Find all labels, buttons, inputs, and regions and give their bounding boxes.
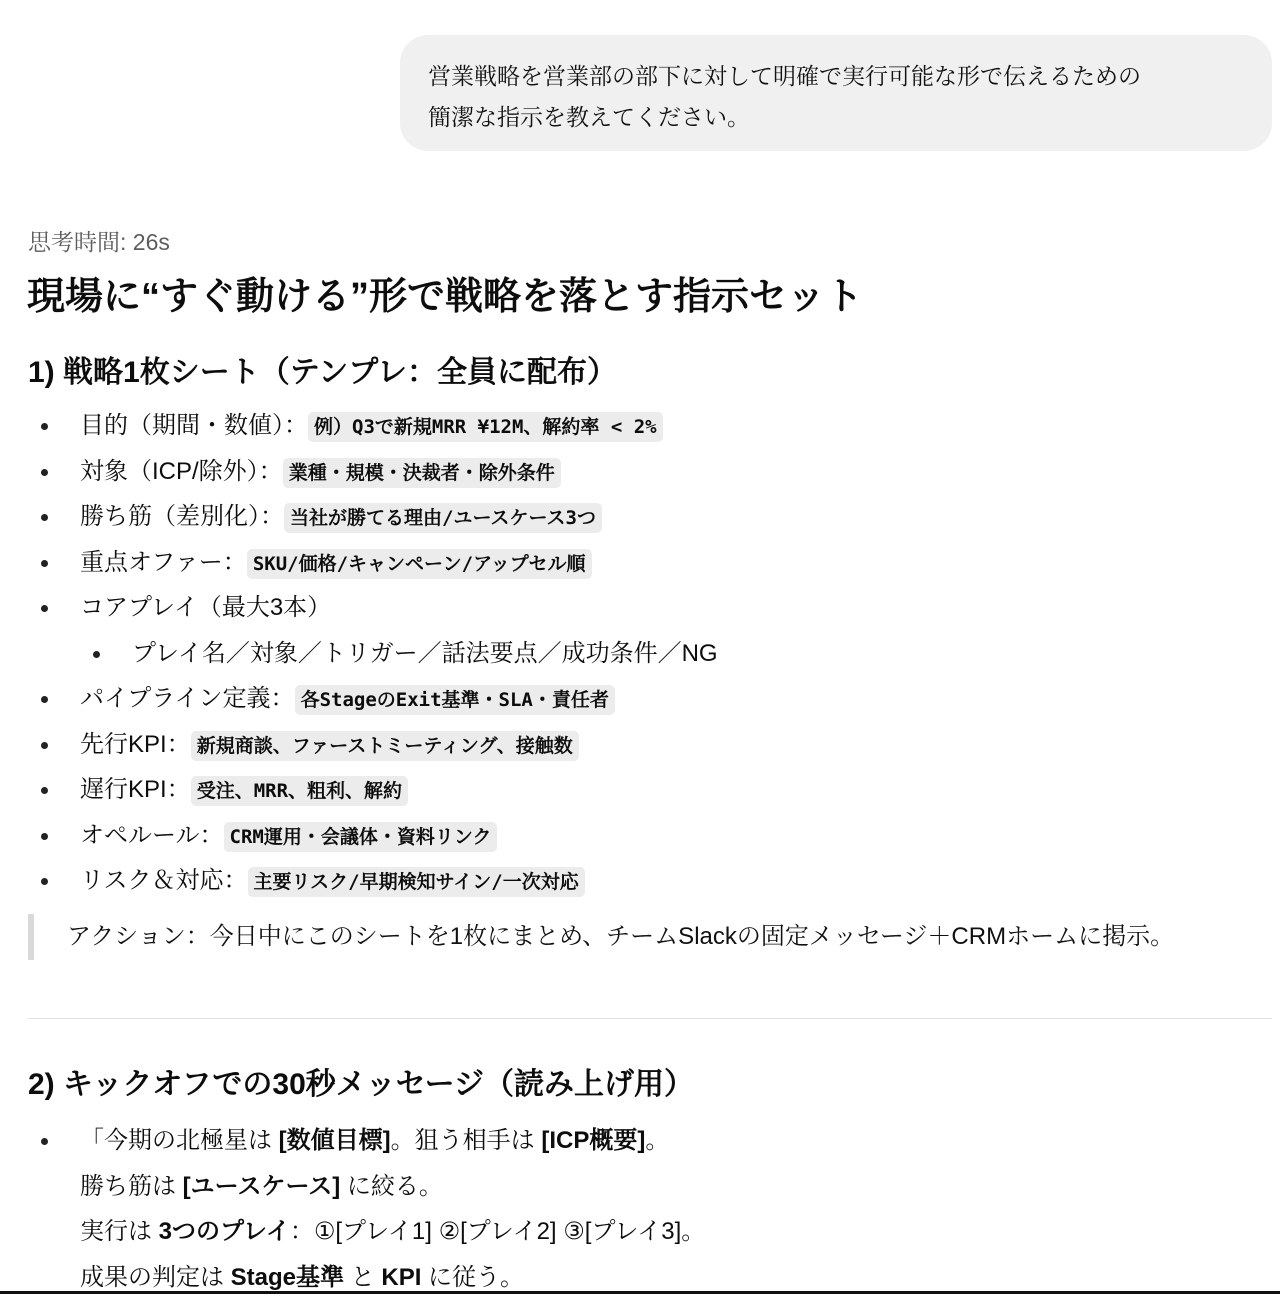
strategy-sheet-list xyxy=(0,403,718,904)
inline-code: CRM運用・会議体・資料リンク xyxy=(224,822,498,852)
item-label: パイプライン定義： xyxy=(80,685,295,712)
section-heading: 2) キックオフでの30秒メッセージ（読み上げ用） xyxy=(28,1063,694,1107)
section-divider xyxy=(28,1018,1272,1019)
action-blockquote: アクション：今日中にこのシートを1枚にまとめ、チームSlackの固定メッセージ＋CRMホームに掲示。 xyxy=(28,914,1174,960)
inline-code: 当社が勝てる理由/ユースケース3つ xyxy=(284,503,602,533)
bullet-icon xyxy=(41,833,48,840)
list-item xyxy=(0,813,718,859)
bullet-icon xyxy=(41,742,48,749)
item-label: 目的（期間・数値）： xyxy=(80,412,308,439)
bold-placeholder: KPI xyxy=(381,1264,421,1291)
text-span: 勝ち筋は xyxy=(80,1173,183,1200)
text-span: 「今期の北極星は xyxy=(80,1127,279,1154)
bold-placeholder: [数値目標] xyxy=(279,1127,391,1154)
bullet-icon xyxy=(41,423,48,430)
section-heading: 1) 戦略1枚シート（テンプレ：全員に配布） xyxy=(28,351,617,395)
list-item xyxy=(0,494,718,540)
item-label: コアプレイ（最大3本） xyxy=(80,594,331,621)
bold-placeholder: Stage基準 xyxy=(231,1264,344,1291)
inline-code: SKU/価格/キャンペーン/アップセル順 xyxy=(247,549,592,579)
bullet-icon xyxy=(93,651,100,658)
bold-placeholder: [ICP概要] xyxy=(541,1127,645,1154)
bullet-icon xyxy=(41,514,48,521)
bullet-icon xyxy=(41,1138,48,1145)
bullet-icon xyxy=(41,560,48,567)
inline-code: 業種・規模・決裁者・除外条件 xyxy=(283,458,561,488)
text-span: 実行は xyxy=(80,1218,159,1245)
item-label: 対象（ICP/除外）： xyxy=(80,458,283,485)
user-message-line: 営業戦略を営業部の部下に対して明確で実行可能な形で伝えるための xyxy=(428,56,1244,97)
item-label: 先行KPI： xyxy=(80,731,191,758)
list-item xyxy=(0,540,718,586)
inline-code: 受注、MRR、粗利、解約 xyxy=(191,776,408,806)
user-message-line: 簡潔な指示を教えてください。 xyxy=(428,97,1244,138)
inline-code: 各StageのExit基準・SLA・責任者 xyxy=(295,685,615,715)
list-item xyxy=(0,403,718,449)
list-item xyxy=(0,858,718,904)
item-label: リスク＆対応： xyxy=(80,867,248,894)
sub-list-item xyxy=(0,631,718,677)
list-item xyxy=(0,1118,705,1164)
thinking-time-label[interactable]: 思考時間: 26s xyxy=(28,225,170,259)
kickoff-message-list xyxy=(0,1118,705,1300)
bullet-icon xyxy=(41,696,48,703)
response-title: 現場に“すぐ動ける”形で戦略を落とす指示セット xyxy=(27,271,863,323)
text-span: 成果の判定は xyxy=(80,1264,231,1291)
bullet-icon xyxy=(41,878,48,885)
text-span: 。狙う相手は xyxy=(391,1127,542,1154)
list-item xyxy=(0,585,718,631)
bullet-icon xyxy=(41,605,48,612)
item-label: オペルール： xyxy=(80,822,224,849)
bold-placeholder: 3つのプレイ xyxy=(159,1218,290,1245)
bold-placeholder: [ユースケース] xyxy=(183,1173,341,1200)
list-item xyxy=(0,449,718,495)
item-label: 勝ち筋（差別化）： xyxy=(80,503,284,530)
inline-code: 新規商談、ファーストミーティング、接触数 xyxy=(191,731,579,761)
text-span: に従う。 xyxy=(421,1264,524,1291)
text-span: に絞る。 xyxy=(340,1173,443,1200)
list-item-continuation xyxy=(0,1209,705,1255)
list-item xyxy=(0,676,718,722)
item-label: 遅行KPI： xyxy=(80,776,191,803)
inline-code: 例）Q3で新規MRR ¥12M、解約率 < 2% xyxy=(308,412,663,442)
bullet-icon xyxy=(41,469,48,476)
text-span: 。 xyxy=(645,1127,669,1154)
text-span: と xyxy=(344,1264,381,1291)
list-item xyxy=(0,722,718,768)
item-label: プレイ名／対象／トリガー／話法要点／成功条件／NG xyxy=(132,640,718,667)
inline-code: 主要リスク/早期検知サイン/一次対応 xyxy=(248,867,585,897)
list-item xyxy=(0,767,718,813)
bullet-icon xyxy=(41,787,48,794)
list-item-continuation xyxy=(0,1164,705,1210)
item-label: 重点オファー： xyxy=(80,549,247,576)
text-span: ：①[プレイ1] ②[プレイ2] ③[プレイ3]。 xyxy=(290,1218,705,1245)
user-message-bubble xyxy=(400,35,1272,151)
